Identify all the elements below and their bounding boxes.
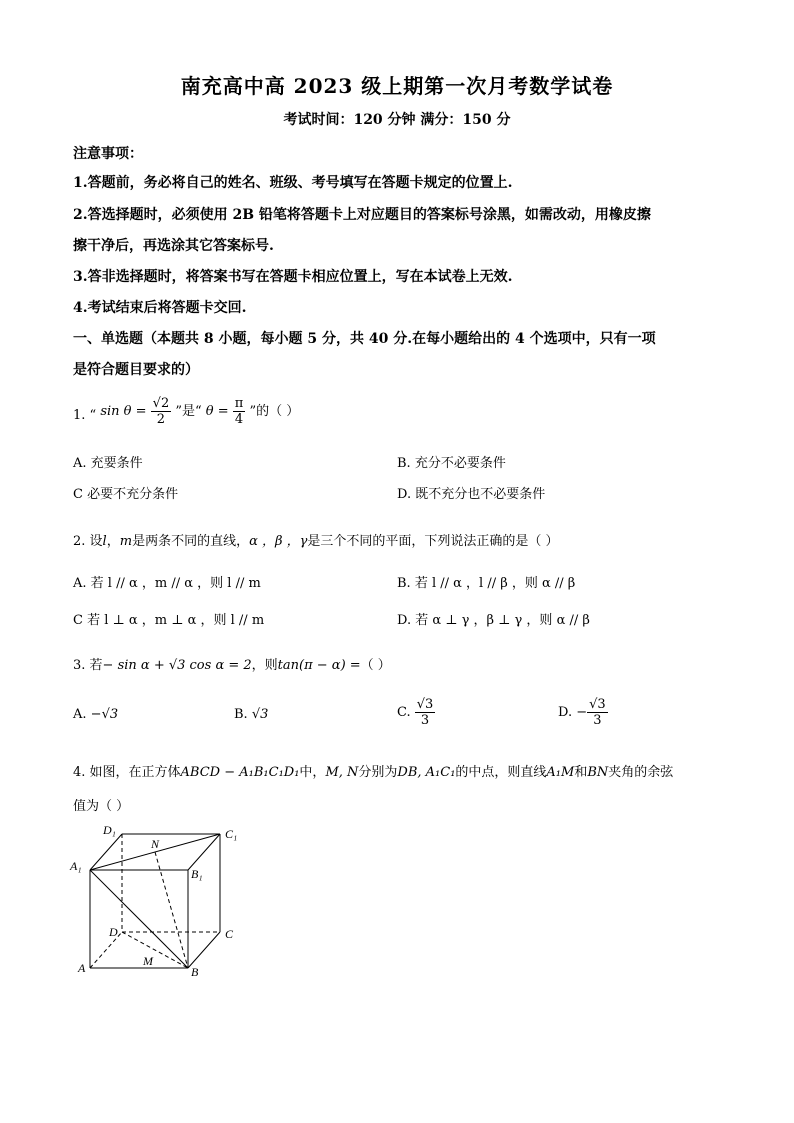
notes-heading: 注意事项： [73,146,143,162]
question-4-stem: 4. 如图，在正方体ABCD − A₁B₁C₁D₁中，M, N分别为DB, A₁C₁的中点，则直线A₁M和BN夹角的余弦 [73,765,674,780]
label-d: D [109,925,118,939]
q3-option-d: D. − $\frac{√3}{3}$ [558,697,606,728]
note-item: 2.答选择题时，必须使用 2B 铅笔将答题卡上对应题目的答案标号涂黑，如需改动，用橡皮擦 [73,207,651,223]
q2-option-c: C 若 l ⊥ α ，m ⊥ α ，则 l // m [73,613,265,628]
question-4-stem-cont: 值为（ ） [73,799,130,814]
label-c1: C₁ [225,827,238,841]
q1-option-c: C 必要不充分条件 [73,487,179,502]
exam-title: 南充高中高 2023 级上期第一次月考数学试卷 [180,74,614,98]
segment-a1m [90,870,188,968]
label-m: M [143,954,153,968]
q1-option-a: A. 充要条件 [73,456,143,471]
question-1-stem: 1. “ sin θ = $\frac{√2}{2}$ ”是“ θ = $\frac{\pi}{4}$ ”的（ ） [73,396,300,427]
label-n: N [151,837,160,851]
edge [188,834,220,870]
note-item: 3.答非选择题时，将答案书写在答题卡相应位置上，写在本试卷上无效. [73,269,513,285]
q1-option-b: B. 充分不必要条件 [397,456,506,471]
segment-bn [155,852,188,968]
diagonal-db [122,932,188,968]
note-item: 擦干净后，再选涂其它答案标号. [73,238,274,254]
label-a1: A₁ [70,859,82,873]
label-b1: B₁ [191,867,203,881]
q2-option-a: A. 若 l // α ，m // α ，则 l // m [73,576,261,591]
question-3-stem: 3. 若− sin α + √3 cos α = 2，则tan(π − α) =（ ） [73,658,391,673]
label-a: A [78,961,86,975]
label-c: C [225,927,234,941]
label-d1: D₁ [103,823,116,837]
fraction: $\frac{√3}{3}$ [589,697,606,728]
note-item: 4.考试结束后将答题卡交回. [73,300,247,316]
section-heading-cont: 是符合题目要求的） [73,362,199,378]
note-item: 1.答题前，务必将自己的姓名、班级、考号填写在答题卡规定的位置上. [73,175,513,191]
q1-option-d: D. 既不充分也不必要条件 [397,487,546,502]
label-b: B [191,965,199,979]
question-2-stem: 2. 设l，m是两条不同的直线，α ，β ，γ是三个不同的平面，下列说法正确的是（ ） [73,534,559,549]
edge [90,834,122,870]
exam-subtitle: 考试时间：120 分钟 满分：150 分 [283,112,511,128]
edge [188,932,220,968]
q2-option-d: D. 若 α ⊥ γ ，β ⊥ γ ，则 α // β [397,613,590,628]
q2-option-b: B. 若 l // α ，l // β ，则 α // β [397,576,576,591]
fraction: $\frac{√3}{3}$ [416,697,434,728]
q3-option-b: B. √3 [234,707,269,722]
cube-figure [60,820,260,990]
fraction: $\frac{√2}{2}$ [152,396,170,427]
section-heading: 一、单选题（本题共 8 小题，每小题 5 分，共 40 分.在每小题给出的 4 个选项中，只有一项 [73,331,656,347]
q3-option-a: A. −√3 [73,707,119,722]
fraction: $\frac{\pi}{4}$ [234,396,244,427]
q3-option-c: C. $\frac{√3}{3}$ [397,697,434,728]
